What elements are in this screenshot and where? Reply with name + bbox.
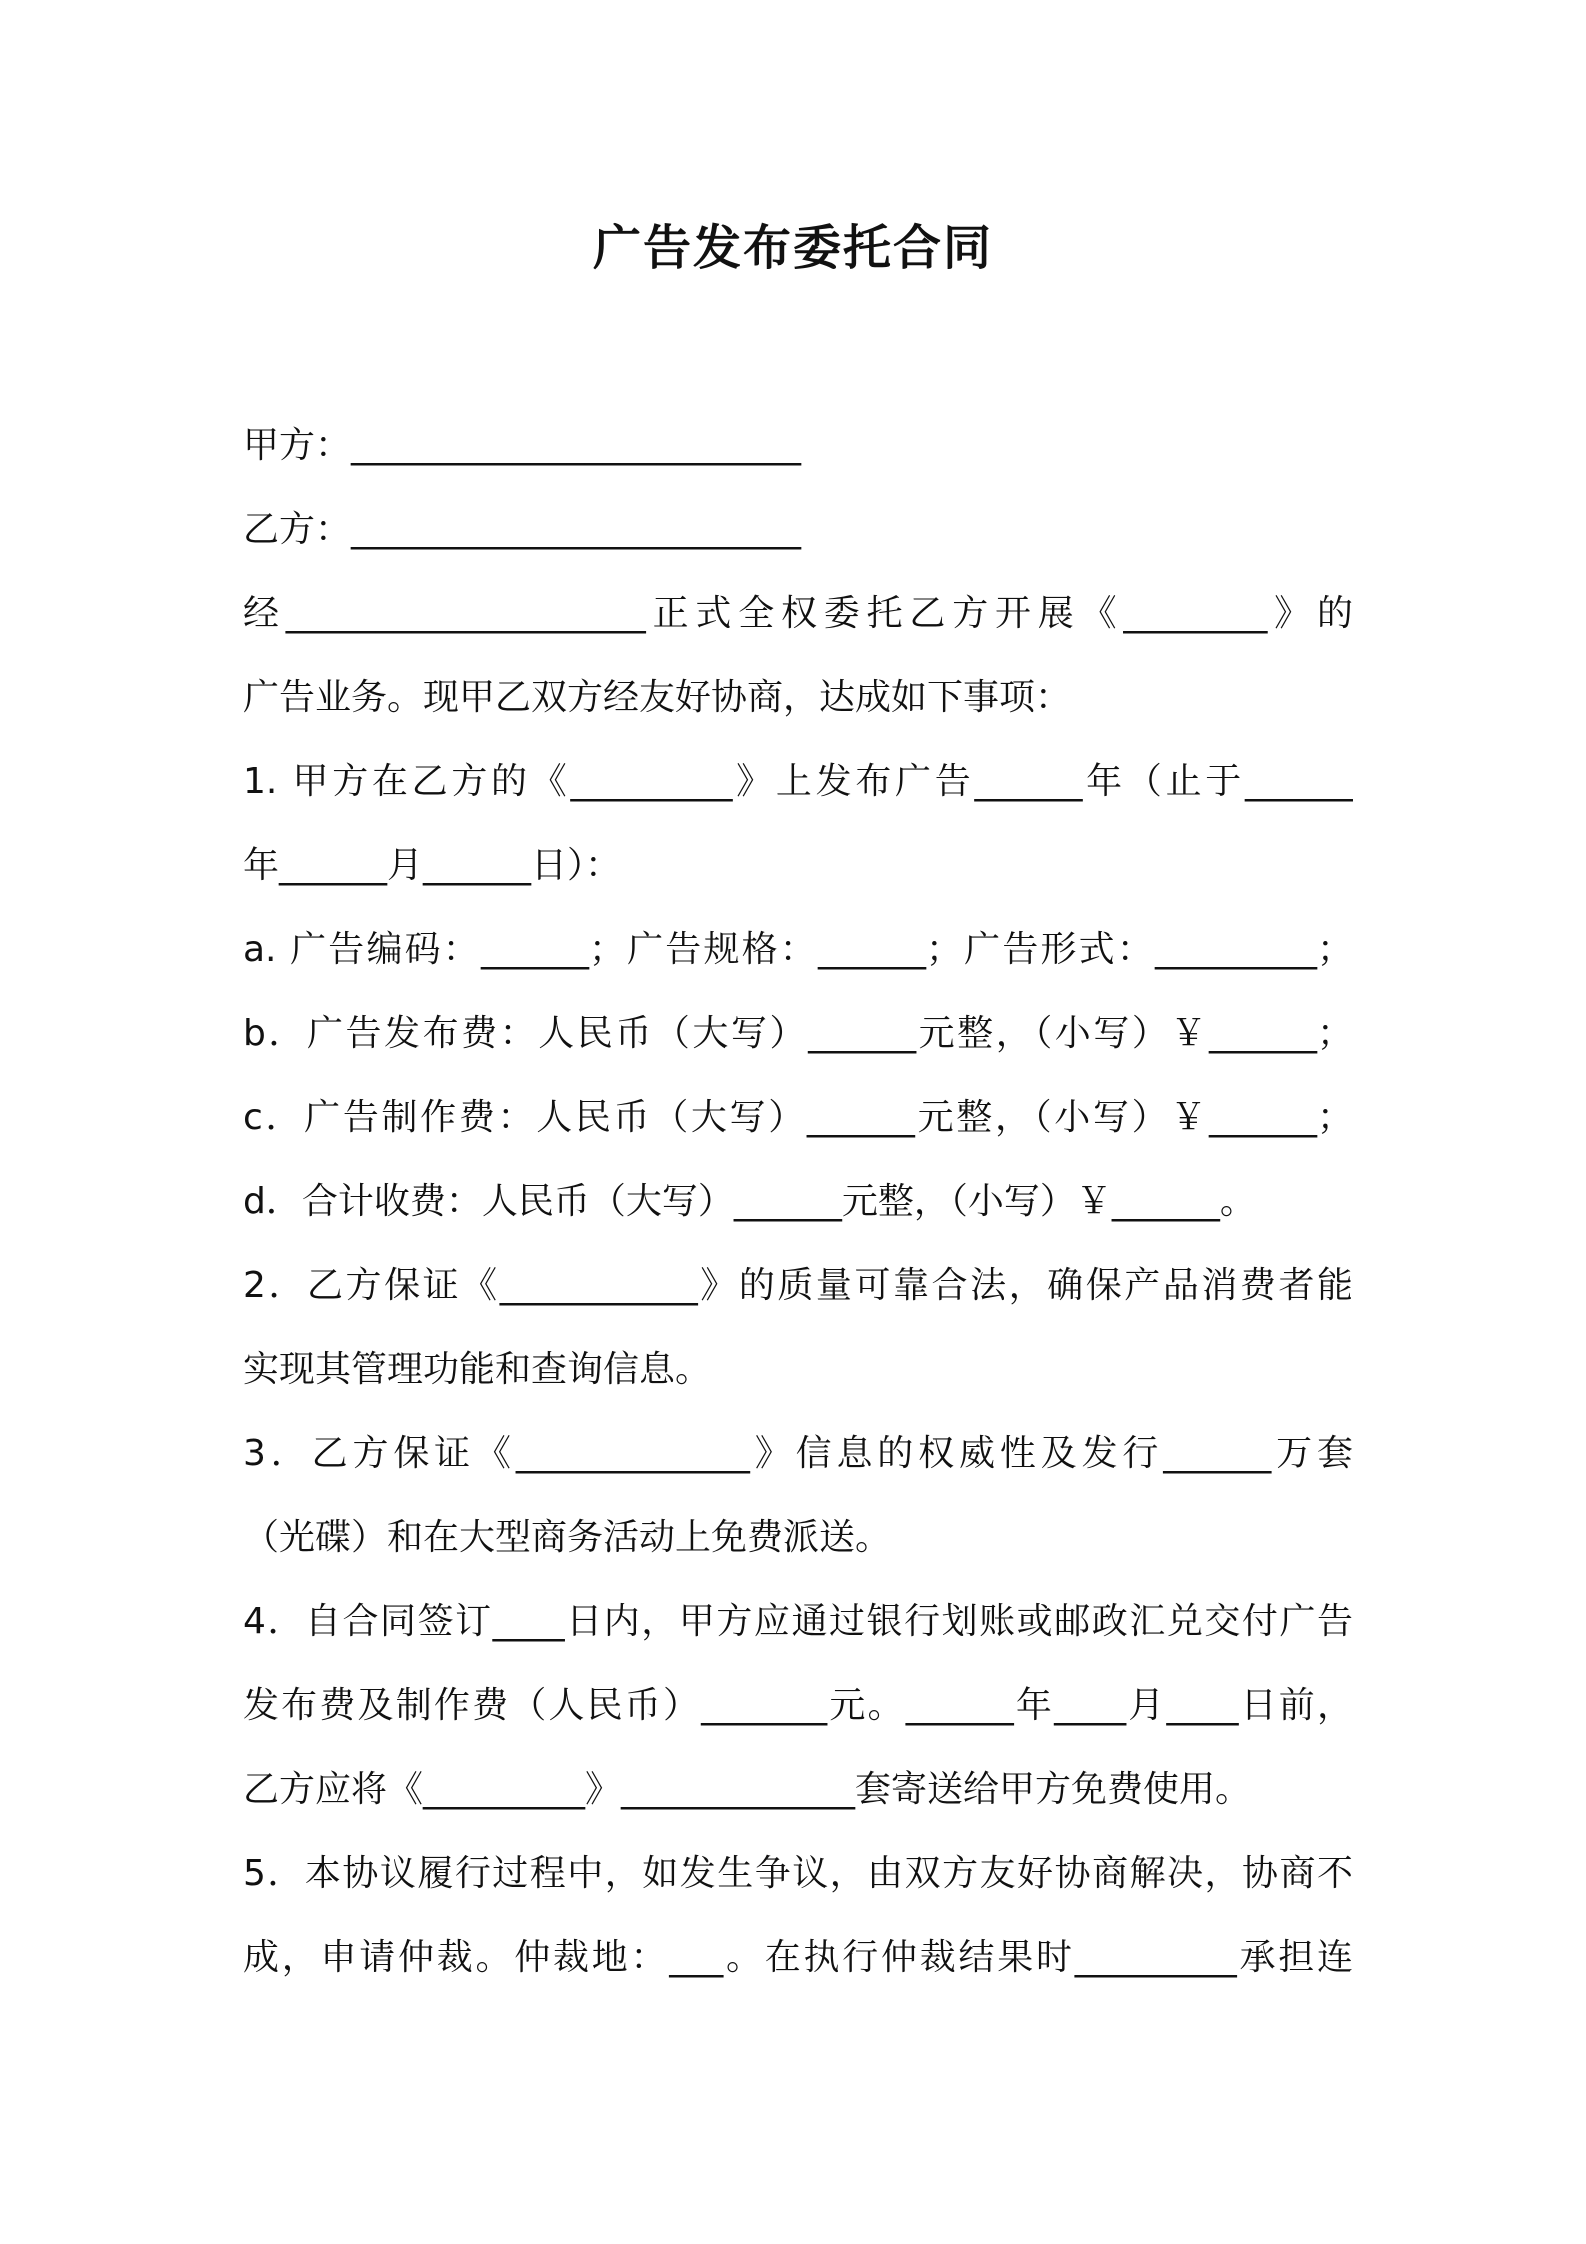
clause-d-line: d．合计收费：人民币（大写）______元整，（小写）￥______。 bbox=[243, 1181, 1256, 1222]
clause-5-line: 成，申请仲裁。仲裁地：___。在执行仲裁结果时_________承担连 bbox=[243, 1937, 1353, 1978]
clause-3-line: （光碟）和在大型商务活动上免费派送。 bbox=[243, 1517, 892, 1558]
clause-a-line: a. 广告编码：______；广告规格：______；广告形式：_________； bbox=[243, 929, 1353, 970]
clause-2-line: 2．乙方保证《___________》的质量可靠合法，确保产品消费者能 bbox=[243, 1265, 1353, 1306]
clause-1-line: 1. 甲方在乙方的《_________》上发布广告______年（止于______ bbox=[243, 761, 1353, 802]
clause-5-line: 5．本协议履行过程中，如发生争议，由双方友好协商解决，协商不 bbox=[243, 1853, 1353, 1894]
party-b-line: 乙方：_________________________ bbox=[243, 509, 802, 550]
party-a-line: 甲方：_________________________ bbox=[243, 425, 802, 466]
clause-c-line: c．广告制作费：人民币（大写）______元整，（小写）￥______； bbox=[243, 1097, 1353, 1138]
clause-4-line: 4．自合同签订____日内，甲方应通过银行划账或邮政汇兑交付广告 bbox=[243, 1601, 1353, 1642]
clause-2-line: 实现其管理功能和查询信息。 bbox=[243, 1349, 712, 1390]
clause-4-line: 发布费及制作费（人民币）_______元。______年____月____日前， bbox=[243, 1685, 1353, 1726]
clause-1-line: 年______月______日）： bbox=[243, 845, 622, 886]
clause-3-line: 3．乙方保证《_____________》信息的权威性及发行______万套 bbox=[243, 1433, 1353, 1474]
intro-paragraph-line: 经____________________正式全权委托乙方开展《________》的 bbox=[243, 593, 1353, 634]
clause-4-line: 乙方应将《_________》_____________套寄送给甲方免费使用。 bbox=[243, 1769, 1252, 1810]
intro-paragraph-line: 广告业务。现甲乙双方经友好协商，达成如下事项： bbox=[243, 677, 1072, 718]
clause-b-line: b．广告发布费：人民币（大写）______元整，（小写）￥______； bbox=[243, 1013, 1353, 1054]
contract-body bbox=[243, 404, 1353, 2000]
document-title: 广告发布委托合同 bbox=[592, 220, 993, 276]
